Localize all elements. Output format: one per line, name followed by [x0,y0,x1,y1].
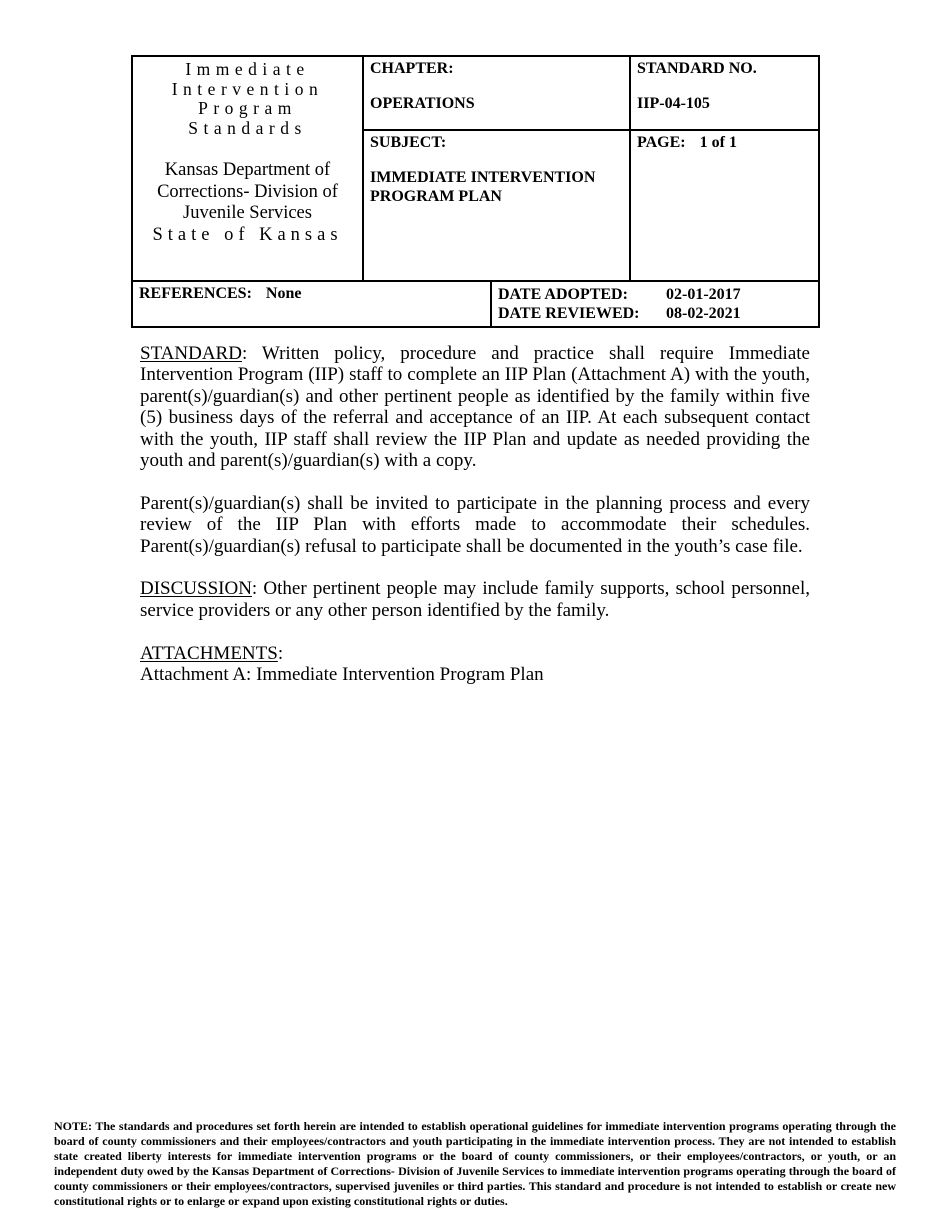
header-cell-subject [363,130,630,281]
page-label: PAGE: [637,134,686,151]
header-cell-dates [491,281,819,327]
date-adopted-row [498,285,812,304]
header-table [131,55,820,328]
discussion-paragraph [140,578,810,621]
chapter-value: OPERATIONS [370,95,475,112]
department-name [139,160,356,246]
attachment-item: Attachment A: Immediate Intervention Program Plan [140,664,544,686]
header-cell-standard-no [630,56,819,130]
standard-heading: STANDARD [140,343,242,364]
references-value: None [265,285,302,302]
discussion-heading: DISCUSSION [140,578,252,600]
state-name: State of Kansas [152,224,343,245]
department-line: Kansas Department of [164,160,331,180]
references-label: REFERENCES: [139,285,252,302]
department-line: Corrections- Division of [157,181,338,202]
header-cell-program-identity [132,56,363,281]
attachments-section [140,643,810,686]
subject-value-line: PROGRAM PLAN [370,187,502,205]
standard-paragraph [140,343,810,471]
standard-no-label: STANDARD NO. [637,60,757,77]
attachments-heading: ATTACHMENTS [140,642,278,664]
program-title-line: Program [198,98,297,118]
program-title-line: Intervention [171,78,324,99]
chapter-label: CHAPTER: [370,60,454,77]
participation-text: Parent(s)/guardian(s) shall be invited to participate in the planning process and every review of the IIP Plan with efforts made to accommodate their schedules. Parent(s)/guardian(s) refusal to participate shall be documented in the youth’s case file. [140,492,810,557]
discussion-text: : Other pertinent people may include family supports, school personnel, service providers or any other person identified by the family. [140,578,810,621]
subject-label: SUBJECT: [370,134,447,151]
participation-paragraph [140,493,810,557]
department-line: Juvenile Services [183,203,312,223]
date-reviewed-row [498,304,812,323]
header-cell-page [630,130,819,281]
date-reviewed-label: DATE REVIEWED: [498,305,640,322]
document-body [140,343,810,685]
attachments-colon: : [277,642,284,664]
header-cell-references [132,281,491,327]
date-reviewed-value: 08-02-2021 [666,305,741,322]
standard-text: : Written policy, procedure and practice shall require Immediate Intervention Program (IIP) staff to complete an IIP Plan (Attachment A) with the youth, parent(s)/guardian(s) and other pertinent people as identified by the family within five (5) business days of the referral and acceptance of an IIP. At each subsequent contact with the youth, IIP staff shall review the IIP Plan and update as needed providing the youth and parent(s)/guardian(s) with a copy. [140,343,810,472]
date-adopted-value: 02-01-2017 [666,286,741,303]
standard-no-value: IIP-04-105 [637,95,710,112]
subject-value-line: IMMEDIATE INTERVENTION [370,169,596,186]
program-title-line: Immediate [185,59,310,79]
footer-note: NOTE: The standards and procedures set forth herein are intended to establish operational guidelines for immediate intervention programs operating through the board of county commissioners and their employees/contractors and youth participating in the immediate intervention process. They are not intended to establish state created liberty interests for immediate intervention programs or the board of county commissioners, or their employees/contractors, or youth, or an independent duty owed by the Kansas Department of Corrections- Division of Juvenile Services to immediate intervention programs operating through the board of county commissioners or their employees/contractors, supervised juveniles or third parties. This standard and procedure is not intended to establish or create new constitutional rights or to enlarge or expand upon existing constitutional rights or duties. [54,1119,896,1208]
header-cell-chapter [363,56,630,130]
attachments-heading-line [140,643,810,664]
subject-value [370,169,623,206]
program-title-line: Standards [188,117,307,138]
page-value: 1 of 1 [699,134,737,151]
date-adopted-label: DATE ADOPTED: [498,286,628,303]
